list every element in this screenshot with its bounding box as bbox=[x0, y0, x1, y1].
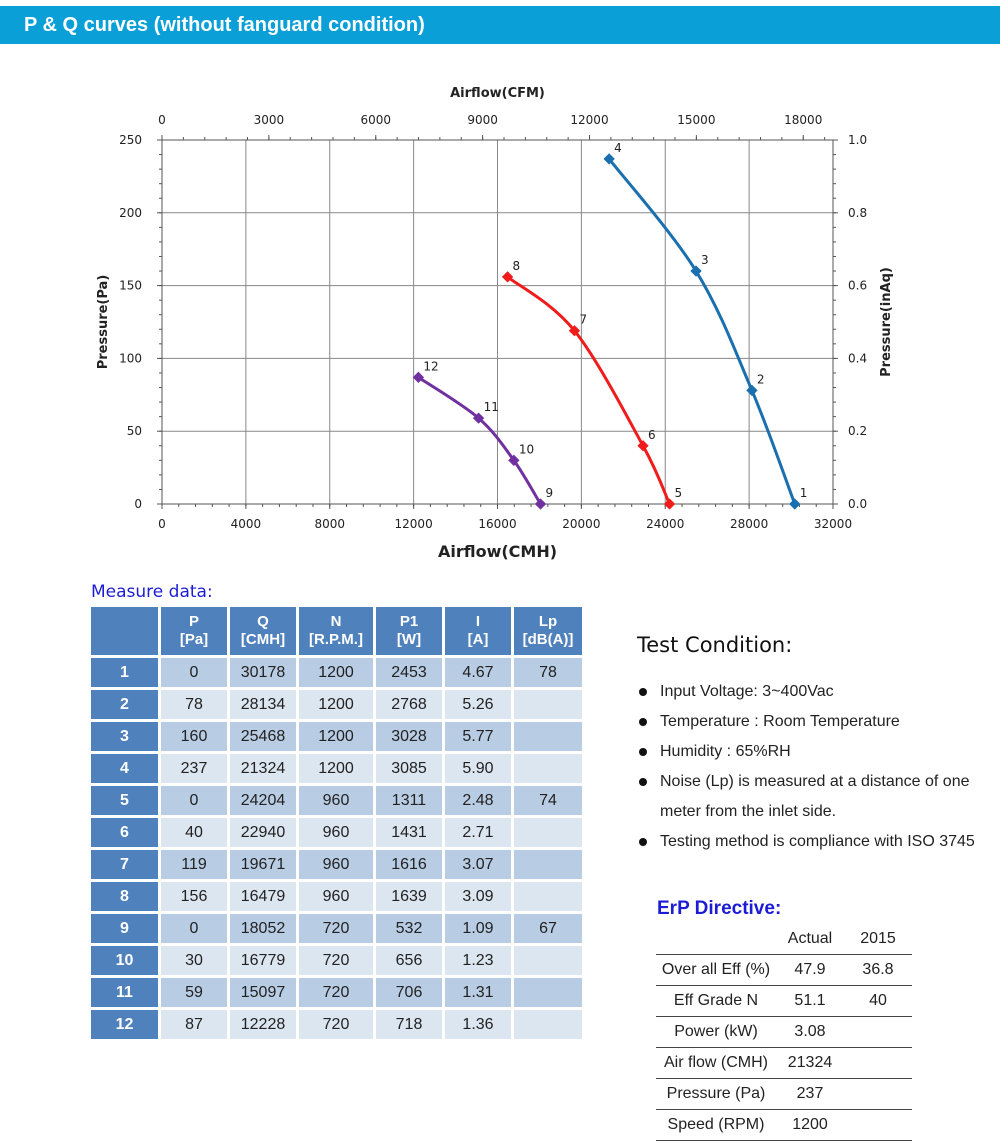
table-cell: 59 bbox=[161, 978, 227, 1007]
y-tick-label: 50 bbox=[126, 424, 142, 439]
y-tick-label: 150 bbox=[119, 278, 142, 293]
y-tick-label: 200 bbox=[119, 205, 142, 220]
table-cell: 3.09 bbox=[445, 882, 511, 911]
table-cell: 3.07 bbox=[445, 850, 511, 879]
test-condition-item bbox=[636, 737, 976, 767]
table-row bbox=[91, 946, 582, 975]
data-label-8: 8 bbox=[512, 258, 521, 273]
erp-label: Speed (RPM) bbox=[656, 1110, 776, 1141]
table-cell: 720 bbox=[299, 1010, 373, 1039]
erp-header-blank bbox=[656, 924, 776, 955]
y-axis-title: Pressure(Pa) bbox=[96, 274, 111, 370]
table-cell: 0 bbox=[161, 786, 227, 815]
row-number: 10 bbox=[91, 946, 158, 975]
row-number: 6 bbox=[91, 818, 158, 847]
table-cell: 237 bbox=[161, 754, 227, 783]
measure-header-cell bbox=[376, 607, 442, 655]
row-number: 11 bbox=[91, 978, 158, 1007]
erp-label: Air flow (CMH) bbox=[656, 1048, 776, 1079]
x-tick-label: 8000 bbox=[314, 517, 346, 531]
test-condition-item bbox=[636, 767, 976, 827]
table-cell: 30 bbox=[161, 946, 227, 975]
row-number: 8 bbox=[91, 882, 158, 911]
measure-header-name: I bbox=[475, 613, 481, 630]
erp-row bbox=[656, 986, 912, 1017]
table-cell bbox=[514, 818, 582, 847]
row-number: 9 bbox=[91, 914, 158, 943]
measure-data-title: Measure data: bbox=[91, 582, 213, 602]
table-cell: 78 bbox=[514, 658, 582, 687]
erp-row bbox=[656, 955, 912, 986]
bullet-icon bbox=[639, 718, 647, 726]
table-cell: 22940 bbox=[230, 818, 296, 847]
measure-header-unit: [Pa] bbox=[179, 631, 209, 648]
table-cell: 78 bbox=[161, 690, 227, 719]
erp-label: Pressure (Pa) bbox=[656, 1079, 776, 1110]
table-cell: 3028 bbox=[376, 722, 442, 751]
table-row bbox=[91, 786, 582, 815]
erp-actual: 3.08 bbox=[776, 1017, 844, 1048]
table-row bbox=[91, 914, 582, 943]
x-tick-label: 28000 bbox=[730, 517, 769, 531]
row-number: 2 bbox=[91, 690, 158, 719]
erp-directive-title: ErP Directive: bbox=[657, 898, 782, 919]
data-label-10: 10 bbox=[518, 442, 535, 457]
data-label-11: 11 bbox=[483, 400, 499, 415]
row-number: 4 bbox=[91, 754, 158, 783]
erp-2015 bbox=[844, 1017, 912, 1048]
table-cell: 1.09 bbox=[445, 914, 511, 943]
table-cell bbox=[514, 850, 582, 879]
data-label-5: 5 bbox=[674, 486, 683, 500]
table-cell bbox=[514, 882, 582, 911]
x2-tick-label: 15000 bbox=[677, 113, 716, 127]
series-line-1 bbox=[609, 159, 795, 504]
table-cell: 656 bbox=[376, 946, 442, 975]
series-line-3 bbox=[418, 377, 540, 504]
test-condition-text: Noise (Lp) is measured at a distance of one meter from the inlet side. bbox=[660, 773, 970, 820]
x2-tick-label: 12000 bbox=[570, 113, 609, 127]
x2-tick-label: 3000 bbox=[253, 113, 285, 127]
erp-2015: 36.8 bbox=[844, 955, 912, 986]
table-cell: 718 bbox=[376, 1010, 442, 1039]
table-cell: 2768 bbox=[376, 690, 442, 719]
erp-actual: 21324 bbox=[776, 1048, 844, 1079]
table-cell: 15097 bbox=[230, 978, 296, 1007]
table-cell: 960 bbox=[299, 850, 373, 879]
erp-row bbox=[656, 1048, 912, 1079]
table-row bbox=[91, 690, 582, 719]
table-cell bbox=[514, 690, 582, 719]
table-cell: 1200 bbox=[299, 722, 373, 751]
data-label-3: 3 bbox=[701, 253, 709, 268]
y2-tick-label: 0.2 bbox=[848, 424, 868, 439]
x-tick-label: 24000 bbox=[646, 517, 685, 531]
data-label-2: 2 bbox=[756, 372, 765, 387]
table-cell: 3085 bbox=[376, 754, 442, 783]
measure-header-unit: [W] bbox=[396, 631, 422, 648]
table-cell: 119 bbox=[161, 850, 227, 879]
data-label-12: 12 bbox=[423, 359, 439, 374]
x-tick-label: 20000 bbox=[562, 517, 601, 531]
table-cell: 87 bbox=[161, 1010, 227, 1039]
x-axis-title: Airflow(CMH) bbox=[437, 542, 558, 561]
table-cell: 4.67 bbox=[445, 658, 511, 687]
table-cell: 5.90 bbox=[445, 754, 511, 783]
data-label-9: 9 bbox=[545, 486, 554, 500]
table-cell: 1639 bbox=[376, 882, 442, 911]
row-number: 3 bbox=[91, 722, 158, 751]
table-cell: 156 bbox=[161, 882, 227, 911]
pq-chart bbox=[0, 70, 1000, 570]
table-cell: 0 bbox=[161, 914, 227, 943]
x2-axis-title: Airflow(CFM) bbox=[450, 86, 545, 101]
table-row bbox=[91, 978, 582, 1007]
measure-header-unit: [A] bbox=[467, 631, 489, 648]
measure-header-unit: [dB(A)] bbox=[522, 631, 574, 648]
bullet-icon bbox=[639, 778, 647, 786]
measure-header-unit: [CMH] bbox=[240, 631, 286, 648]
measure-header-blank bbox=[91, 607, 158, 655]
table-cell: 960 bbox=[299, 786, 373, 815]
table-row bbox=[91, 850, 582, 879]
table-cell bbox=[514, 1010, 582, 1039]
table-cell: 1200 bbox=[299, 754, 373, 783]
test-condition-list bbox=[636, 677, 976, 857]
data-point-1 bbox=[789, 498, 800, 509]
data-label-4: 4 bbox=[614, 140, 622, 155]
measure-header-cell bbox=[514, 607, 582, 655]
measure-header-unit: [R.P.M.] bbox=[309, 631, 363, 648]
table-cell bbox=[514, 754, 582, 783]
measure-header-name: N bbox=[330, 613, 342, 630]
table-cell: 2.71 bbox=[445, 818, 511, 847]
test-condition-text: Input Voltage: 3~400Vac bbox=[660, 683, 834, 700]
x2-tick-label: 18000 bbox=[784, 113, 823, 127]
table-row bbox=[91, 818, 582, 847]
y2-tick-label: 0.8 bbox=[848, 205, 868, 220]
table-cell: 1200 bbox=[299, 658, 373, 687]
table-cell: 0 bbox=[161, 658, 227, 687]
x-tick-label: 12000 bbox=[394, 517, 433, 531]
test-condition-text: Temperature : Room Temperature bbox=[660, 713, 900, 730]
y2-tick-label: 1.0 bbox=[848, 133, 868, 147]
table-cell: 720 bbox=[299, 946, 373, 975]
x-tick-label: 4000 bbox=[230, 517, 262, 531]
x-tick-label: 32000 bbox=[813, 517, 853, 531]
measure-header-cell bbox=[299, 607, 373, 655]
table-cell: 25468 bbox=[230, 722, 296, 751]
data-point-2 bbox=[746, 385, 757, 396]
erp-actual: 1200 bbox=[776, 1110, 844, 1141]
header-bar bbox=[0, 6, 1000, 44]
table-cell: 1431 bbox=[376, 818, 442, 847]
data-label-7: 7 bbox=[579, 312, 588, 327]
erp-table bbox=[656, 924, 912, 1141]
test-condition-item bbox=[636, 677, 976, 707]
table-cell: 40 bbox=[161, 818, 227, 847]
y2-tick-label: 0.0 bbox=[848, 497, 868, 511]
erp-2015 bbox=[844, 1079, 912, 1110]
table-cell: 24204 bbox=[230, 786, 296, 815]
table-cell: 28134 bbox=[230, 690, 296, 719]
table-cell: 1.23 bbox=[445, 946, 511, 975]
table-cell: 21324 bbox=[230, 754, 296, 783]
x-tick-label: 16000 bbox=[478, 517, 517, 531]
test-condition-item bbox=[636, 827, 976, 857]
table-cell bbox=[514, 978, 582, 1007]
measure-header-name: Q bbox=[257, 613, 269, 630]
bullet-icon bbox=[639, 838, 647, 846]
erp-actual: 47.9 bbox=[776, 955, 844, 986]
erp-header-row bbox=[656, 924, 912, 955]
table-cell: 160 bbox=[161, 722, 227, 751]
x2-tick-label: 9000 bbox=[467, 113, 498, 127]
table-cell: 1616 bbox=[376, 850, 442, 879]
erp-header-actual: Actual bbox=[787, 930, 833, 947]
erp-label: Power (kW) bbox=[656, 1017, 776, 1048]
row-number: 7 bbox=[91, 850, 158, 879]
page-title: P & Q curves (without fanguard condition) bbox=[24, 14, 425, 36]
test-condition-text: Humidity : 65%RH bbox=[660, 743, 791, 760]
data-label-1: 1 bbox=[799, 486, 808, 500]
erp-label: Eff Grade N bbox=[656, 986, 776, 1017]
bullet-icon bbox=[639, 688, 647, 696]
table-cell: 19671 bbox=[230, 850, 296, 879]
row-number: 5 bbox=[91, 786, 158, 815]
erp-2015 bbox=[844, 1110, 912, 1141]
measure-header-name: P1 bbox=[399, 613, 419, 630]
table-cell: 12228 bbox=[230, 1010, 296, 1039]
data-point-6 bbox=[637, 440, 648, 451]
table-cell: 1.36 bbox=[445, 1010, 511, 1039]
y-tick-label: 100 bbox=[119, 351, 142, 366]
erp-header-2015: 2015 bbox=[860, 930, 896, 947]
table-row bbox=[91, 722, 582, 751]
table-cell: 67 bbox=[514, 914, 582, 943]
row-number: 12 bbox=[91, 1010, 158, 1039]
table-cell: 2.48 bbox=[445, 786, 511, 815]
data-label-6: 6 bbox=[648, 427, 656, 442]
measure-header-cell bbox=[161, 607, 227, 655]
table-cell bbox=[514, 722, 582, 751]
measure-header-cell bbox=[230, 607, 296, 655]
table-cell: 5.26 bbox=[445, 690, 511, 719]
table-cell: 706 bbox=[376, 978, 442, 1007]
test-condition-text: Testing method is compliance with ISO 3745 bbox=[660, 833, 975, 850]
y-tick-label: 250 bbox=[119, 133, 142, 147]
table-cell: 720 bbox=[299, 978, 373, 1007]
x-tick-label: 0 bbox=[158, 517, 166, 531]
erp-label: Over all Eff (%) bbox=[656, 955, 776, 986]
x2-tick-label: 0 bbox=[158, 113, 166, 127]
table-cell: 16779 bbox=[230, 946, 296, 975]
y2-tick-label: 0.6 bbox=[848, 278, 868, 293]
table-row bbox=[91, 658, 582, 687]
bullet-icon bbox=[639, 748, 647, 756]
table-cell bbox=[514, 946, 582, 975]
y-tick-label: 0 bbox=[134, 497, 142, 511]
erp-2015 bbox=[844, 1048, 912, 1079]
erp-actual: 51.1 bbox=[776, 986, 844, 1017]
table-cell: 30178 bbox=[230, 658, 296, 687]
test-condition-item bbox=[636, 707, 976, 737]
table-cell: 532 bbox=[376, 914, 442, 943]
table-cell: 960 bbox=[299, 818, 373, 847]
measure-header-row bbox=[91, 607, 582, 655]
table-cell: 5.77 bbox=[445, 722, 511, 751]
erp-row bbox=[656, 1110, 912, 1141]
table-cell: 1311 bbox=[376, 786, 442, 815]
y2-axis-title: Pressure(inAq) bbox=[879, 267, 894, 377]
row-number: 1 bbox=[91, 658, 158, 687]
erp-actual: 237 bbox=[776, 1079, 844, 1110]
erp-row bbox=[656, 1079, 912, 1110]
measure-data-table bbox=[88, 604, 585, 1042]
table-cell: 960 bbox=[299, 882, 373, 911]
table-row bbox=[91, 754, 582, 783]
y2-tick-label: 0.4 bbox=[848, 351, 868, 366]
table-cell: 1200 bbox=[299, 690, 373, 719]
test-condition-title: Test Condition: bbox=[637, 633, 793, 657]
table-row bbox=[91, 882, 582, 911]
table-cell: 1.31 bbox=[445, 978, 511, 1007]
measure-header-cell bbox=[445, 607, 511, 655]
measure-header-name: P bbox=[188, 613, 199, 630]
series-line-2 bbox=[508, 277, 670, 504]
table-cell: 18052 bbox=[230, 914, 296, 943]
erp-row bbox=[656, 1017, 912, 1048]
x2-tick-label: 6000 bbox=[360, 113, 392, 127]
measure-header-name: Lp bbox=[538, 613, 558, 630]
table-row bbox=[91, 1010, 582, 1039]
erp-2015: 40 bbox=[844, 986, 912, 1017]
table-cell: 2453 bbox=[376, 658, 442, 687]
table-cell: 720 bbox=[299, 914, 373, 943]
table-cell: 74 bbox=[514, 786, 582, 815]
table-cell: 16479 bbox=[230, 882, 296, 911]
